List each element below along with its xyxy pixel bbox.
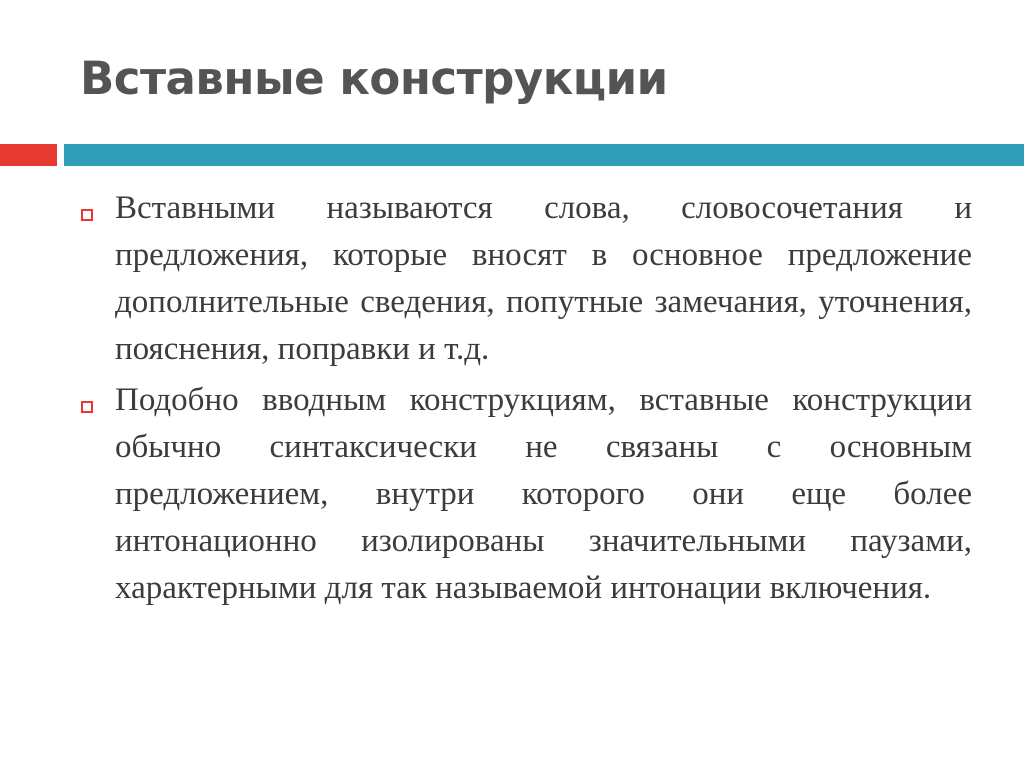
hollow-square-bullet-icon — [81, 209, 93, 221]
slide-title: Вставные конструкции — [80, 52, 668, 105]
bullet-item — [0, 377, 972, 612]
accent-bar-red — [0, 144, 57, 166]
bullet-list — [0, 185, 1024, 616]
hollow-square-bullet-icon — [81, 401, 93, 413]
accent-bar-teal — [64, 144, 1024, 166]
bullet-text: Подобно вводным конструкциям, вставные конструкции обычно синтаксически не связаны с основным предложением, внутри которого они еще более интонационно изолированы значительными паузами, характерными для так называемой интонации включения. — [115, 382, 972, 606]
bullet-text: Вставными называются слова, словосочетания и предложения, которые вносят в основное предложение дополнительные сведения, попутные замечания, уточнения, пояснения, поправки и т.д. — [115, 190, 972, 367]
bullet-item — [0, 185, 972, 373]
